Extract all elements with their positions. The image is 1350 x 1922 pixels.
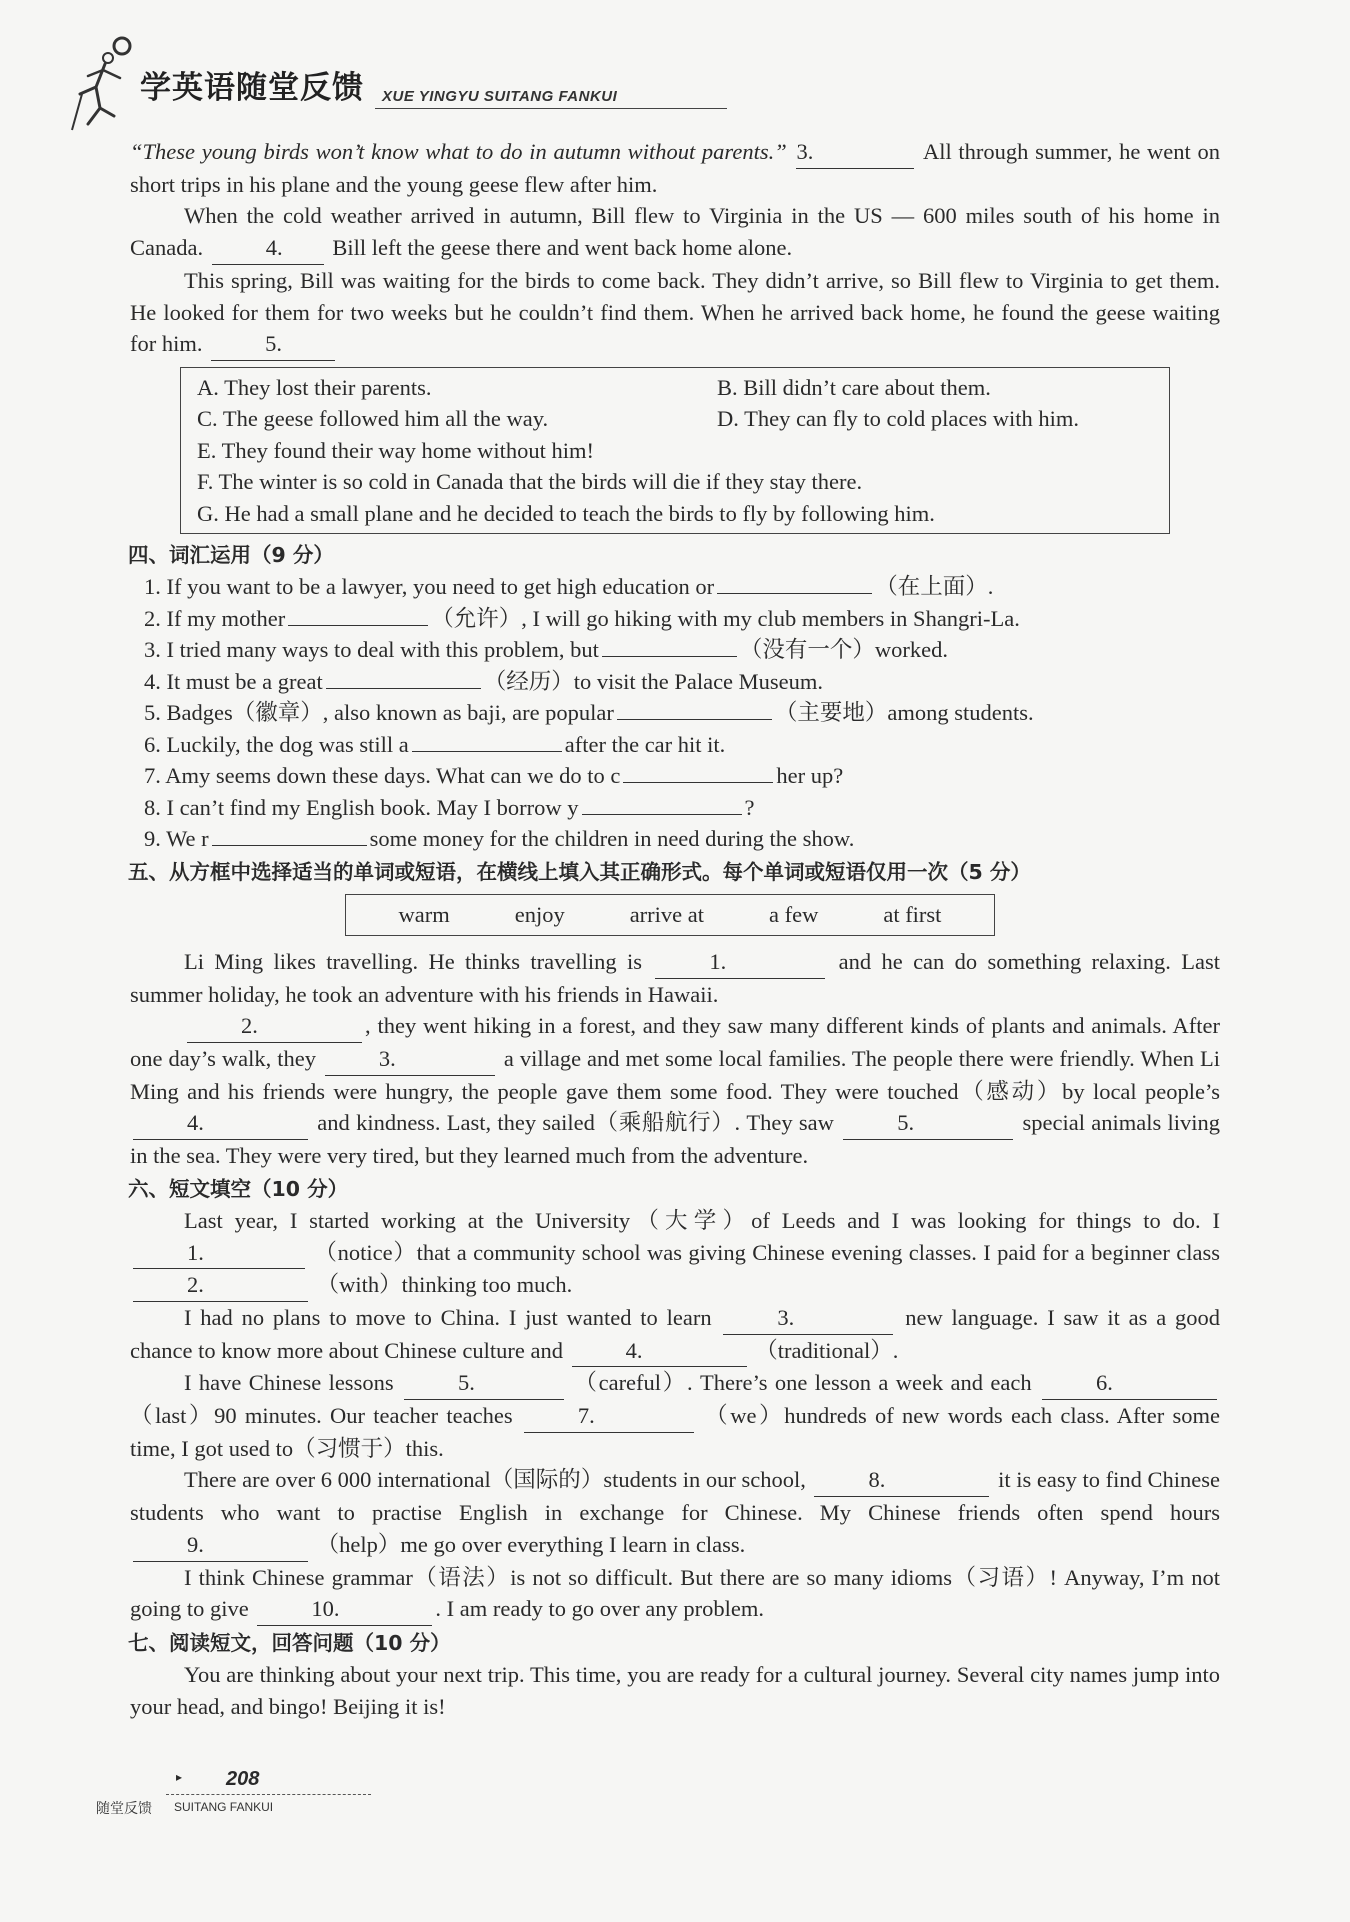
page-body (130, 136, 1220, 1722)
section-6-paragraph-5: I think Chinese grammar（语法）is not so difficult. But there are so many idioms（习语）! Anyway, I’m not going to give 10. . I am ready to go over any problem. (130, 1562, 1220, 1626)
reading-paragraph-3: This spring, Bill was waiting for the birds to come back. They didn’t arrive, so Bill flew to Virginia to get them. He looked for them for two weeks but he couldn’t find them. When he arrived back home, he found the geese waiting for him. 5. (130, 265, 1220, 361)
option-g: G. He had a small plane and he decided to teach the birds to fly by following him. (197, 500, 935, 526)
vocab-item: 6. Luckily, the dog was still a after the car hit it. (130, 729, 1220, 761)
header-subtitle: XUE YINGYU SUITANG FANKUI (382, 88, 618, 105)
vocab-item: 2. If my mother （允许）, I will go hiking with my club members in Shangri-La. (130, 603, 1220, 635)
answer-blank[interactable] (623, 760, 773, 783)
reading-paragraph-1: “These young birds won’t know what to do in autumn without parents.” 3. All through summer, he went on short trips in his plane and the young geese flew after him. (130, 136, 1220, 200)
option-a: A. They lost their parents. (197, 374, 432, 400)
footer-label-en: SUITANG FANKUI (174, 1800, 274, 1814)
answer-blank[interactable] (212, 823, 367, 846)
answer-blank-5[interactable]: 5. (404, 1367, 564, 1400)
answer-blank[interactable] (717, 571, 872, 594)
answer-blank-2[interactable]: 2. (187, 1010, 362, 1043)
answer-blank[interactable] (582, 792, 742, 815)
answer-blank-4[interactable]: 4. (133, 1107, 308, 1140)
answer-blank-5[interactable]: 5. (843, 1107, 1013, 1140)
header-title: 学英语随堂反馈 (140, 70, 364, 106)
section-6-paragraph-2: I had no plans to move to China. I just wanted to learn 3. new language. I saw it as a good chance to know more about Chinese culture and 4. （traditional）. (130, 1302, 1220, 1367)
word-bank-item: at first (883, 901, 942, 927)
vocab-list (130, 571, 1220, 855)
vocab-item: 7. Amy seems down these days. What can we do to c her up? (130, 760, 1220, 792)
vocab-item: 3. I tried many ways to deal with this problem, but （没有一个）worked. (130, 634, 1220, 666)
section-5-paragraph-1: Li Ming likes travelling. He thinks travelling is 1. and he can do something relaxing. Last summer holiday, he took an adventure with his friends in Hawaii. (130, 946, 1220, 1010)
vocab-item: 4. It must be a great （经历）to visit the Palace Museum. (130, 666, 1220, 698)
vocab-item: 9. We r some money for the children in need during the show. (130, 823, 1220, 855)
header-divider (375, 108, 727, 109)
answer-blank-7[interactable]: 7. (524, 1400, 694, 1433)
vocab-item: 8. I can’t find my English book. May I borrow y ? (130, 792, 1220, 824)
word-bank-box (345, 894, 995, 936)
answer-blank[interactable] (602, 634, 737, 657)
word-bank-item: arrive at (629, 901, 705, 927)
option-e: E. They found their way home without him! (197, 437, 595, 463)
answer-blank-3[interactable]: 3. (325, 1043, 495, 1076)
option-f: F. The winter is so cold in Canada that the birds will die if they stay there. (197, 469, 863, 495)
page-number: 208 (226, 1768, 260, 1790)
answer-blank-9[interactable]: 9. (133, 1529, 308, 1562)
section-5-heading: 五、从方框中选择适当的单词或短语，在横线上填入其正确形式。每个单词或短语仅用一次（5 分） (128, 859, 1031, 884)
answer-blank-6[interactable]: 6. (1042, 1367, 1217, 1400)
options-box (180, 367, 1170, 535)
answer-blank[interactable] (288, 603, 428, 626)
page-header (70, 22, 670, 132)
answer-blank-3[interactable]: 3. (723, 1302, 893, 1335)
triangle-arrow-icon: ▸ (176, 1770, 183, 1784)
answer-blank-1[interactable]: 1. (133, 1237, 305, 1270)
vocab-item: 1. If you want to be a lawyer, you need to get high education or （在上面）. (130, 571, 1220, 603)
word-bank-item: enjoy (514, 901, 565, 927)
answer-blank-3[interactable]: 3. (796, 136, 914, 169)
answer-blank[interactable] (412, 729, 562, 752)
page-footer (96, 1764, 496, 1824)
answer-blank-2[interactable]: 2. (133, 1269, 308, 1302)
vocab-item: 5. Badges（徽章）, also known as baji, are popular （主要地）among students. (130, 697, 1220, 729)
option-c: C. The geese followed him all the way. (197, 406, 549, 432)
option-b: B. Bill didn’t care about them. (717, 374, 991, 400)
answer-blank[interactable] (326, 666, 481, 689)
section-4-heading: 四、词汇运用（9 分） (128, 543, 334, 568)
section-7-heading: 七、阅读短文，回答问题（10 分） (128, 1630, 451, 1655)
answer-blank-4[interactable]: 4. (212, 232, 324, 265)
runner-logo-icon (70, 32, 140, 132)
footer-label-cn: 随堂反馈 (96, 1801, 152, 1817)
section-6-heading: 六、短文填空（10 分） (128, 1176, 349, 1201)
answer-blank[interactable] (617, 697, 772, 720)
option-d: D. They can fly to cold places with him. (717, 406, 1079, 432)
answer-blank-1[interactable]: 1. (655, 946, 825, 979)
section-5-paragraph-2: 2. , they went hiking in a forest, and they saw many different kinds of plants and animals. After one day’s walk, they 3. a village and met some local families. The people there were friendly. When Li Ming and his friends were hungry, the people gave them some food. They were touched（感动）by local people’s 4. and kindness. Last, they sailed（乘船航行）. They saw 5. special animals living in the sea. They were very tired, but they learned much from the adventure. (130, 1010, 1220, 1172)
answer-blank-4[interactable]: 4. (572, 1335, 747, 1368)
answer-blank-8[interactable]: 8. (814, 1464, 989, 1497)
section-6-paragraph-1: Last year, I started working at the University（大学）of Leeds and I was looking for things to do. I1. （notice）that a community school was giving Chinese evening classes. I paid for a beginner class 2. （with）thinking too much. (130, 1205, 1220, 1302)
word-bank-item: warm (398, 901, 450, 927)
section-6-paragraph-4: There are over 6 000 international（国际的）students in our school, 8. it is easy to find Chinese students who want to practise English in exchange for Chinese. My Chinese friends often spend hours 9. （help）me go over everything I learn in class. (130, 1464, 1220, 1561)
section-6-paragraph-3: I have Chinese lessons 5. （careful）. There’s one lesson a week and each 6. （last）90 minutes. Our teacher teaches 7. （we）hundreds of new words each class. After some time, I got used to（习惯于）this. (130, 1367, 1220, 1464)
footer-divider (166, 1794, 371, 1795)
reading-paragraph-2: When the cold weather arrived in autumn, Bill flew to Virginia in the US — 600 miles south of his home in Canada. 4. Bill left the geese there and went back home alone. (130, 200, 1220, 264)
answer-blank-5[interactable]: 5. (211, 328, 335, 361)
word-bank-item: a few (769, 901, 819, 927)
answer-blank-10[interactable]: 10. (257, 1593, 432, 1626)
section-7-paragraph-1: You are thinking about your next trip. This time, you are ready for a cultural journey. Several city names jump into your head, and bingo! Beijing it is! (130, 1661, 1220, 1719)
